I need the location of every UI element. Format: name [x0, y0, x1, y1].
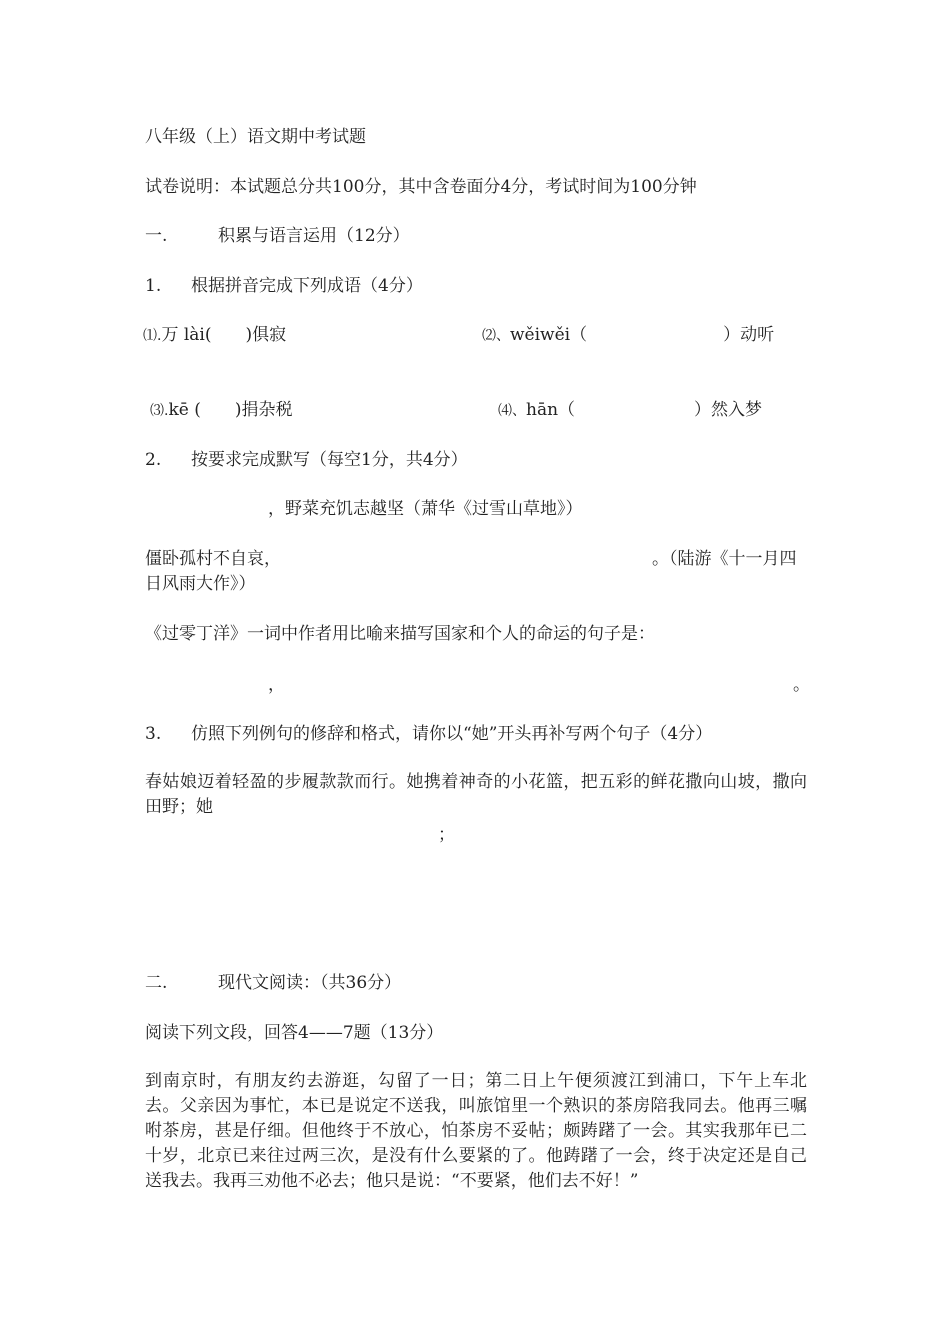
reading-passage: 到南京时，有朋友约去游逛，勾留了一日；第二日上午便须渡江到浦口，下午上车北去。父亲因为事忙，本已是说定不送我，叫旅馆里一个熟识的茶房陪我同去。他再三嘱咐茶房，甚是仔细。但他终于不放心，怕茶房不妥帖；颇踌躇了一会。其实我那年已二十岁，北京已来往过两三次，是没有什么要紧的了。他踌躇了一会，终于决定还是自己送我去。我再三劝他不必去；他只是说：“不要紧，他们去不好！”	[145, 1071, 807, 1191]
q1-item-4	[498, 399, 762, 422]
q1-item-4-text: hān（ ）然入梦	[526, 400, 763, 420]
q1-item-1-number: ⑴.	[143, 328, 162, 344]
q2-line-2-start: 僵卧孤村不自哀，	[145, 549, 281, 569]
reading-prompt: 阅读下列文段，回答4——7题（13分）	[145, 1023, 444, 1043]
q1-item-2-number: ⑵、	[482, 328, 510, 344]
q1-item-3-number: ⑶.	[150, 403, 169, 419]
question-3-text: 仿照下列例句的修辞和格式，请你以“她”开头再补写两个句子（4分）	[191, 724, 713, 744]
q2-line-2-continuation: 日风雨大作》）	[145, 574, 256, 594]
question-3-heading	[145, 723, 712, 745]
exam-instructions: 试卷说明：本试题总分共100分，其中含卷面分4分，考试时间为100分钟	[145, 177, 697, 197]
q1-item-3	[150, 399, 292, 422]
exam-title: 八年级（上）语文期中考试题	[145, 127, 366, 147]
q2-line-1: ，野菜充饥志越坚（萧华《过雪山草地》）	[268, 499, 583, 519]
question-3-number: 3.	[145, 724, 162, 744]
q3-semicolon: ；	[438, 825, 455, 845]
section-1-title: 积累与语言运用（12分）	[218, 226, 410, 246]
section-1-heading	[145, 225, 410, 247]
section-2-number: 二.	[145, 973, 168, 993]
question-2-number: 2.	[145, 450, 162, 470]
q1-item-2-text: wěiwěi（ ）动听	[510, 325, 775, 345]
q2-line-2-end: 。（陆游《十一月四	[652, 549, 797, 569]
question-1-number: 1.	[145, 276, 162, 296]
q1-item-2	[482, 324, 774, 347]
q1-item-1-text: 万 lài( )俱寂	[161, 325, 287, 345]
section-2-heading	[145, 972, 401, 994]
q2-line-4-comma: ，	[268, 675, 285, 695]
question-1-heading	[145, 275, 423, 297]
question-1-text: 根据拼音完成下列成语（4分）	[191, 276, 423, 296]
q1-item-4-number: ⑷、	[498, 403, 526, 419]
q2-line-4-period: 。	[793, 675, 810, 695]
section-1-number: 一.	[145, 226, 168, 246]
question-2-heading	[145, 449, 468, 471]
q2-line-3: 《过零丁洋》一词中作者用比喻来描写国家和个人的命运的句子是：	[145, 624, 655, 644]
q1-item-1	[143, 324, 286, 347]
section-2-title: 现代文阅读：（共36分）	[218, 973, 402, 993]
question-2-text: 按要求完成默写（每空1分，共4分）	[191, 450, 468, 470]
q3-example: 春姑娘迈着轻盈的步履款款而行。她携着神奇的小花篮，把五彩的鲜花撒向山坡，撒向田野；她	[145, 772, 807, 817]
q1-item-3-text: kē ( )捐杂税	[168, 400, 293, 420]
